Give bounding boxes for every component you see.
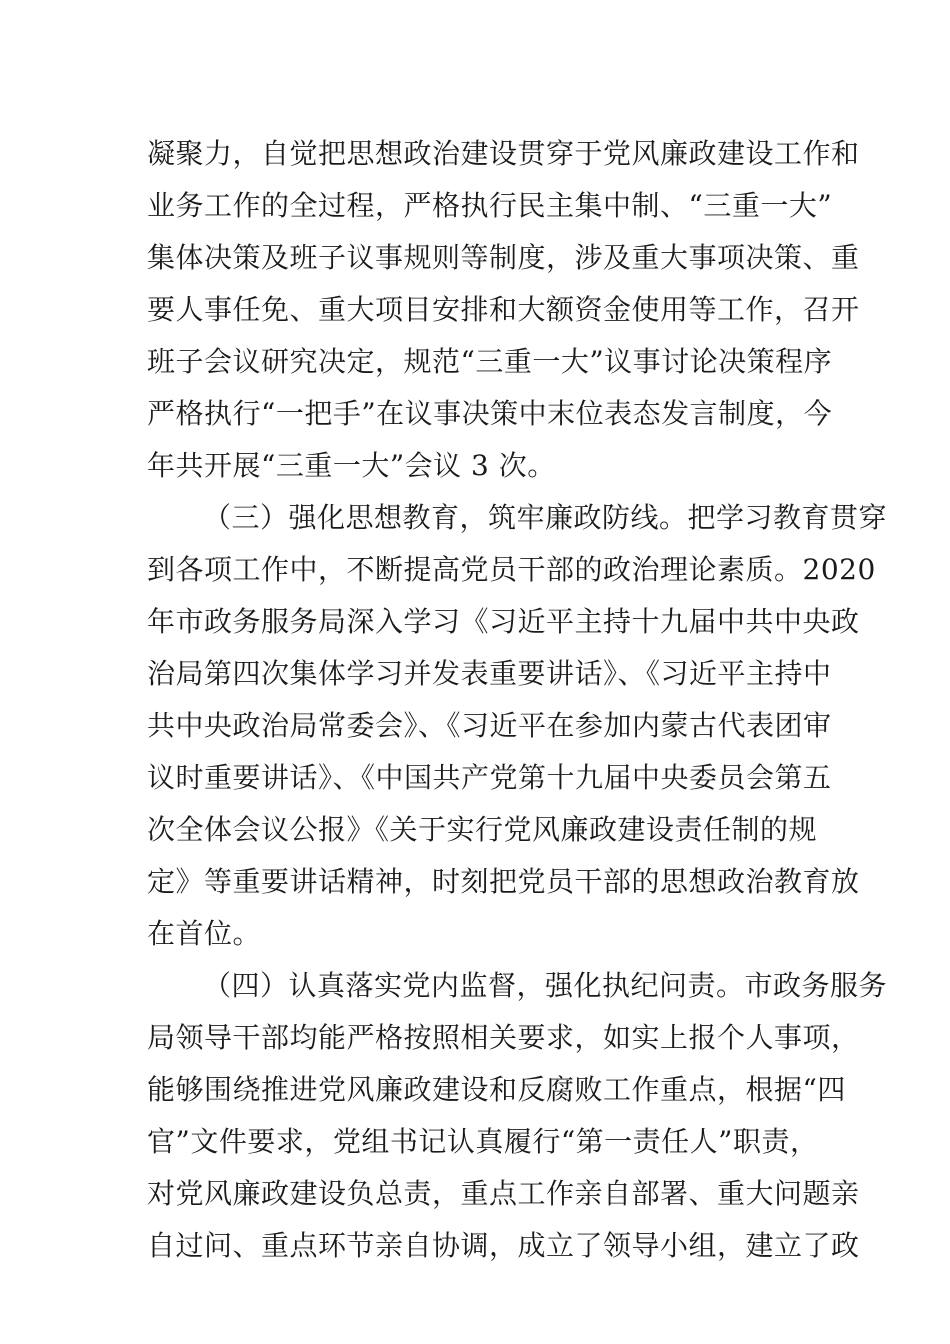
text-line-15: 定》等重要讲话精神，时刻把党员干部的思想政治教育放 [147, 865, 860, 898]
text-line-1: 凝聚力，自觉把思想政治建设贯穿于党风廉政建设工作和 [147, 137, 860, 170]
text-line-12: 共中央政治局常委会》、《习近平在参加内蒙古代表团审 [147, 709, 832, 742]
text-line-10: 年市政务服务局深入学习《习近平主持十九届中共中央政 [147, 605, 860, 638]
text-line-11: 治局第四次集体学习并发表重要讲话》、《习近平主持中 [147, 657, 832, 690]
text-line-16: 在首位。 [147, 917, 262, 950]
text-line-14: 次全体会议公报》《关于实行党风廉政建设责任制的规 [147, 813, 818, 846]
text-line-8: （三）强化思想教育，筑牢廉政防线。把学习教育贯穿 [203, 501, 888, 534]
text-line-17: （四）认真落实党内监督，强化执纪问责。市政务服务 [203, 969, 888, 1002]
text-line-7: 年共开展“三重一大”会议 3 次。 [147, 449, 556, 482]
text-line-18: 局领导干部均能严格按照相关要求，如实上报个人事项， [147, 1021, 860, 1054]
text-line-3: 集体决策及班子议事规则等制度，涉及重大事项决策、重 [147, 241, 860, 274]
body-text [147, 128, 888, 1272]
text-line-2: 业务工作的全过程，严格执行民主集中制、“三重一大” [147, 189, 833, 222]
text-line-6: 严格执行“一把手”在议事决策中末位表态发言制度，今 [147, 397, 833, 430]
text-line-22: 自过问、重点环节亲自协调，成立了领导小组，建立了政 [147, 1229, 860, 1262]
text-line-20: 官”文件要求，党组书记认真履行“第一责任人”职责， [147, 1125, 819, 1158]
text-line-13: 议时重要讲话》、《中国共产党第十九届中央委员会第五 [147, 761, 832, 794]
text-line-21: 对党风廉政建设负总责，重点工作亲自部署、重大问题亲 [147, 1177, 860, 1210]
text-line-4: 要人事任免、重大项目安排和大额资金使用等工作，召开 [147, 293, 860, 326]
text-line-9: 到各项工作中，不断提高党员干部的政治理论素质。2020 [147, 553, 876, 586]
text-line-5: 班子会议研究决定，规范“三重一大”议事讨论决策程序 [147, 345, 833, 378]
text-line-19: 能够围绕推进党风廉政建设和反腐败工作重点，根据“四 [147, 1073, 846, 1106]
